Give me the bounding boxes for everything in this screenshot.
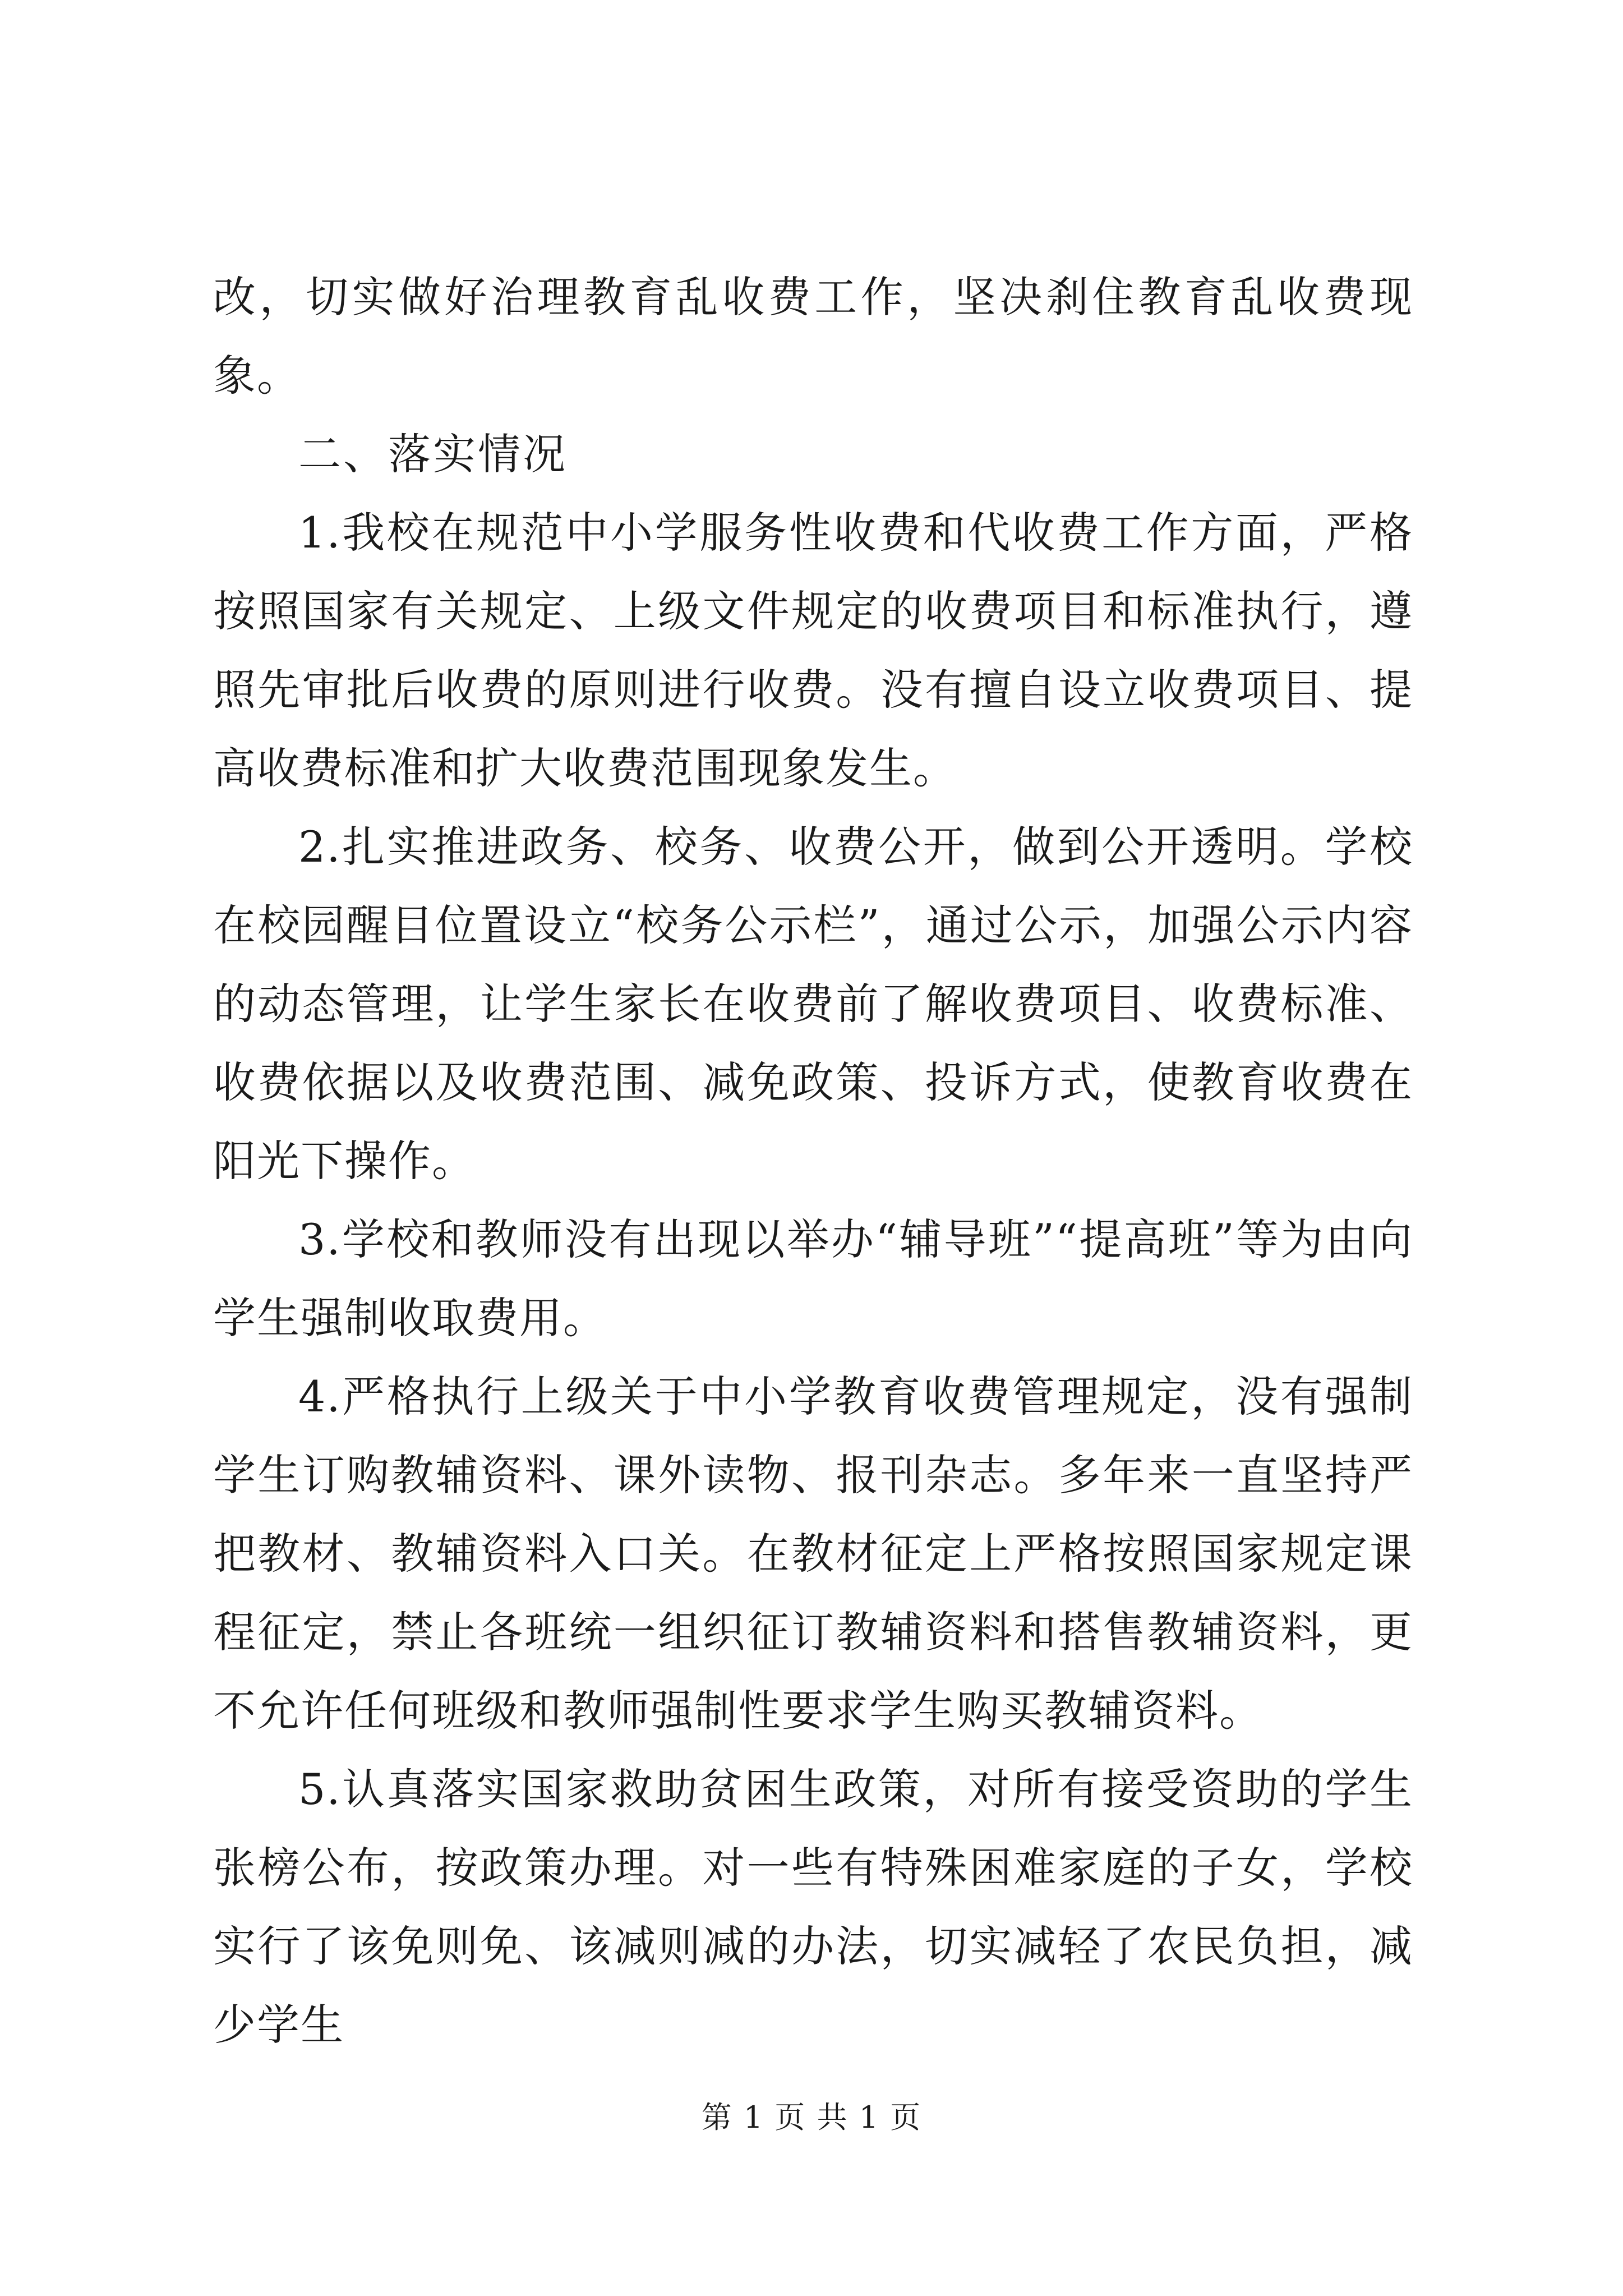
paragraph-item-2: 2.扎实推进政务、校务、收费公开，做到公开透明。学校在校园醒目位置设立“校务公示栏”，通过公示，加强公示内容的动态管理，让学生家长在收费前了解收费项目、收费标准、收费依据以及收费范围、减免政策、投诉方式，使教育收费在阳光下操作。 — [213, 822, 1413, 1186]
document-body — [213, 258, 1413, 2064]
section-heading: 二、落实情况 — [298, 429, 568, 479]
paragraph-item-3: 3.学校和教师没有出现以举办“辅导班”“提高班”等为由向学生强制收取费用。 — [213, 1214, 1413, 1343]
paragraph-item-4: 4.严格执行上级关于中小学教育收费管理规定，没有强制学生订购教辅资料、课外读物、报刊杂志。多年来一直坚持严把教材、教辅资料入口关。在教材征定上严格按照国家规定课程征定，禁止各班统一组织征订教辅资料和搭售教辅资料，更不允许任何班级和教师强制性要求学生购买教辅资料。 — [213, 1372, 1413, 1736]
paragraph-item-5: 5.认真落实国家救助贫困生政策，对所有接受资助的学生张榜公布，按政策办理。对一些有特殊困难家庭的子女，学校实行了该免则免、该减则减的办法，切实减轻了农民负担，减少学生 — [213, 1764, 1413, 2050]
paragraph-continuation: 改，切实做好治理教育乱收费工作，坚决刹住教育乱收费现象。 — [213, 272, 1413, 401]
page-footer — [0, 2098, 1623, 2137]
paragraph-item-1: 1.我校在规范中小学服务性收费和代收费工作方面，严格按照国家有关规定、上级文件规定的收费项目和标准执行，遵照先审批后收费的原则进行收费。没有擅自设立收费项目、提高收费标准和扩大收费范围现象发生。 — [213, 508, 1413, 793]
page-number: 第 1 页 共 1 页 — [701, 2100, 922, 2135]
